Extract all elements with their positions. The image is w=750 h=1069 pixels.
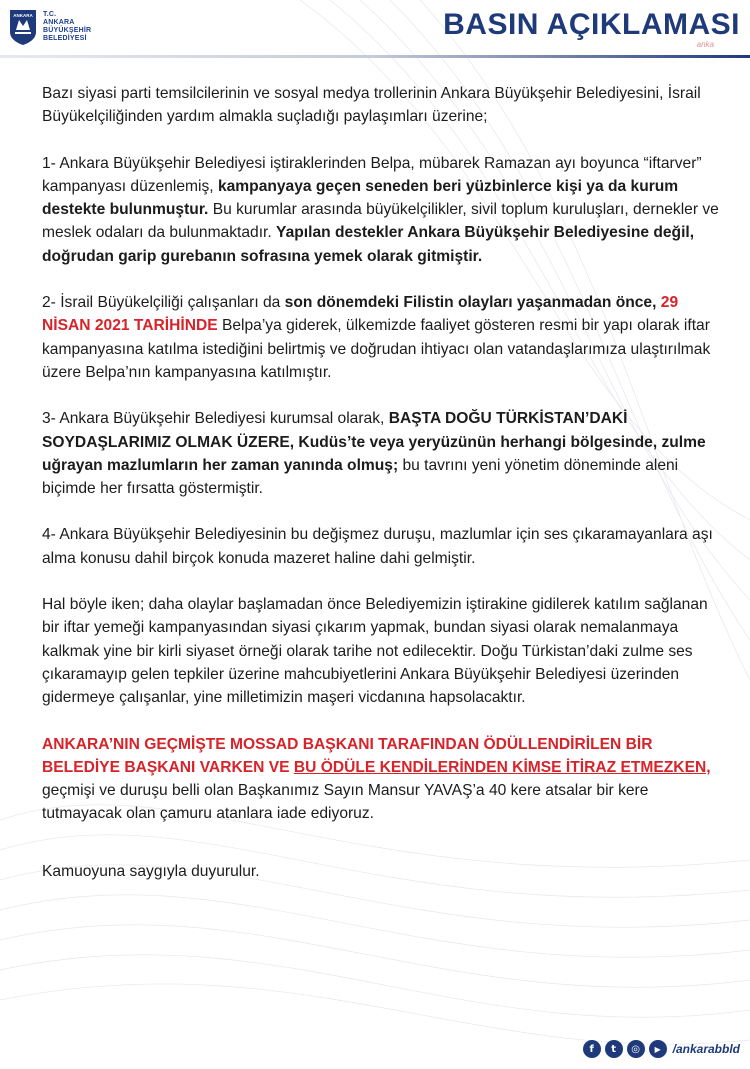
intro-paragraph: Bazı siyasi parti temsilcilerinin ve sosyal medya trollerinin Ankara Büyükşehir Belediyesini, İsrail Büyükelçiliğinden yardım almakla suçladığı paylaşımları üzerine; <box>42 85 701 126</box>
header-divider <box>0 55 750 58</box>
twitter-icon[interactable]: t <box>605 1040 623 1058</box>
ankara-emblem-icon <box>8 8 38 46</box>
municipality-logo <box>8 8 128 48</box>
watermark: anka <box>696 40 714 49</box>
youtube-icon[interactable]: ▶ <box>649 1040 667 1058</box>
social-footer <box>583 1039 740 1059</box>
point-1-paragraph: 1- Ankara Büyükşehir Belediyesi iştiraklerinden Belpa, mübarek Ramazan ayı boyunca “iftarver” kampanyası düzenlemiş, kampanyaya geçen seneden beri yüzbinlerce kişi ya da kurum destekte bulunmuştur. Bu kurumlar arasında büyükelçilikler, sivil toplum kuruluşları, dernekler ve meslek odaları da bulunmaktadır. Yapılan destekler Ankara Büyükşehir Belediyesine değil, doğrudan garip gurebanın sofrasına yemek olarak gitmiştir. <box>42 154 719 265</box>
conclusion-paragraph: Hal böyle iken; daha olaylar başlamadan önce Belediyemizin iştirakine gidilerek katılım sağlanan bir iftar yemeği kampanyasından siyasi çıkarım yapmak, bundan siyasi olarak nemalanmaya kalkmak yine bir kirli siyaset örneği olarak tarihe not edilecektir. Doğu Türkistan’daki zulme ses çıkaramayıp gelen tepkiler üzerine mahcubiyetlerini Ankara Büyükşehir Belediyesi üzerinden gidermeye çalışanlar, yine milletimizin maşeri vicdanına hapsolacaktır. <box>42 596 708 707</box>
closing-paragraph: Kamuoyuna saygıyla duyurulur. <box>42 862 260 880</box>
instagram-icon[interactable]: ◎ <box>627 1040 645 1058</box>
logo-emblem-text: ANKARA <box>13 13 33 18</box>
header <box>0 0 750 56</box>
point-3-paragraph: 3- Ankara Büyükşehir Belediyesi kurumsal olarak, BAŞTA DOĞU TÜRKİSTAN’DAKİ SOYDAŞLARIMIZ OLMAK ÜZERE, Kudüs’te veya yeryüzünün herhangi bölgesinde, zulme uğrayan mazlumların her zaman yanında olmuş; bu tavrını yeni yönetim döneminde aleni biçimde her fırsatta göstermiştir. <box>42 410 706 498</box>
facebook-icon[interactable]: f <box>583 1040 601 1058</box>
page-title: BASIN AÇIKLAMASI <box>443 8 740 41</box>
statement-paragraph: ANKARA’NIN GEÇMİŞTE MOSSAD BAŞKANI TARAFINDAN ÖDÜLLENDİRİLEN BİR BELEDİYE BAŞKANI VARKEN VE BU ÖDÜLE KENDİLERİNDEN KİMSE İTİRAZ ETMEZKEN, geçmişi ve duruşu belli olan Başkanımız Sayın Mansur YAVAŞ’a 40 kere atsalar bir kere tutmayacak olan çamuru atanlara iade ediyoruz. <box>42 735 711 823</box>
highlight-date: 29 NİSAN 2021 TARİHİNDE <box>42 294 679 335</box>
point-2-paragraph: 2- İsrail Büyükelçiliği çalışanları da son dönemdeki Filistin olayları yaşanmadan önce, 29 NİSAN 2021 TARİHİNDE Belpa’ya giderek, ülkemizde faaliyet gösteren resmi bir yapı olarak iftar kampanyasına katılma istediğini belirtmiş ve doğrudan ihtiyacı olan vatandaşlarımıza ulaştırılmak üzere Belpa’nın kampanyasına katılmıştır. <box>42 294 711 381</box>
press-release-body <box>42 82 722 906</box>
social-handle[interactable]: /ankarabbld <box>672 1042 740 1056</box>
point-4-paragraph: 4- Ankara Büyükşehir Belediyesinin bu değişmez duruşu, mazlumlar için ses çıkaramayanlara aşı alma konusu dahil birçok konuda mazeret haline dahi gelmiştir. <box>42 526 713 567</box>
logo-text: T.C. ANKARA BÜYÜKŞEHİR BELEDİYESİ <box>43 11 92 42</box>
